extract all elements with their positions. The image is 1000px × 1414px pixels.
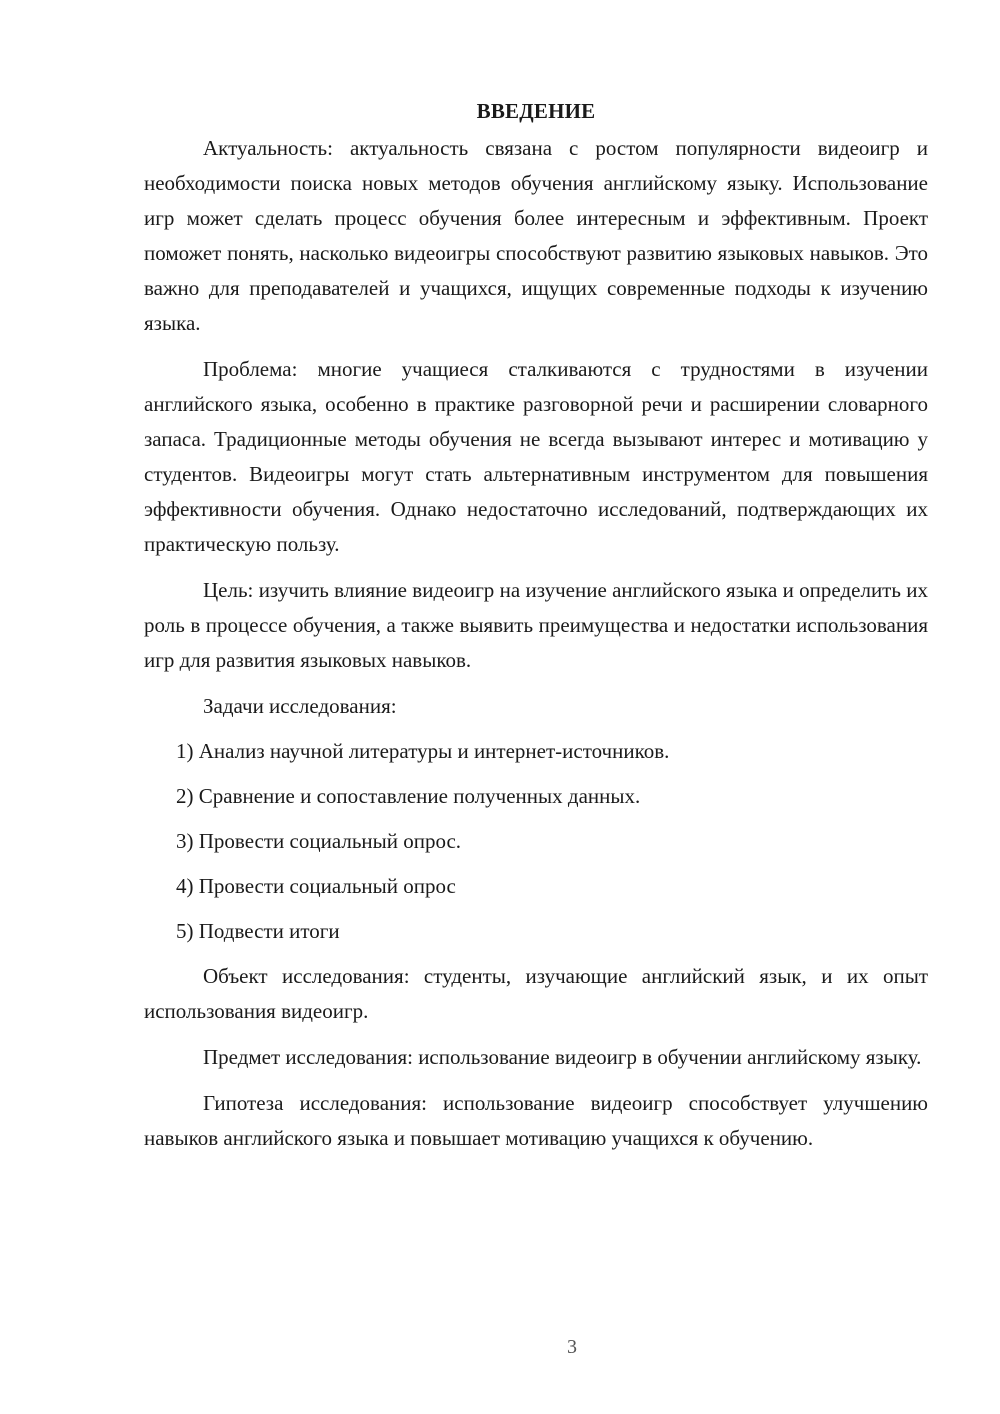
hypothesis-paragraph: Гипотеза исследования: использование видеоигр способствует улучшению навыков английского языка и повышает мотивацию учащихся к обучению. [144,1091,928,1150]
relevance-paragraph: Актуальность: актуальность связана с ростом популярности видеоигр и необходимости поиска новых методов обучения английскому языку. Использование игр может сделать процесс обучения более интересным и эффективным. Проект поможет понять, насколько видеоигры способствуют развитию языковых навыков. Это важно для преподавателей и учащихся, ищущих современные подходы к изучению языка. [144,136,928,335]
list-item: 3) Провести социальный опрос. [176,829,462,853]
page-number: 3 [567,1336,577,1358]
subject-paragraph: Предмет исследования: использование видеоигр в обучении английскому языку. [203,1045,922,1069]
page-content [144,94,928,1156]
page-title: ВВЕДЕНИЕ [476,99,596,123]
problem-paragraph: Проблема: многие учащиеся сталкиваются с трудностями в изучении английского языка, особенно в практике разговорной речи и расширении словарного запаса. Традиционные методы обучения не всегда вызывают интерес и мотивацию у студентов. Видеоигры могут стать альтернативным инструментом для повышения эффективности обучения. Однако недостаточно исследований, подтверждающих их практическую пользу. [144,357,928,556]
list-item: 4) Провести социальный опрос [176,874,456,898]
tasks-list [144,734,928,949]
goal-paragraph: Цель: изучить влияние видеоигр на изучение английского языка и определить их роль в процессе обучения, а также выявить преимущества и недостатки использования игр для развития языковых навыков. [144,578,928,672]
object-paragraph: Объект исследования: студенты, изучающие английский язык, и их опыт использования видеоигр. [144,964,928,1023]
list-item: 1) Анализ научной литературы и интернет-источников. [176,739,670,763]
list-item: 5) Подвести итоги [176,919,340,943]
list-item: 2) Сравнение и сопоставление полученных данных. [176,784,641,808]
tasks-heading: Задачи исследования: [203,694,397,718]
